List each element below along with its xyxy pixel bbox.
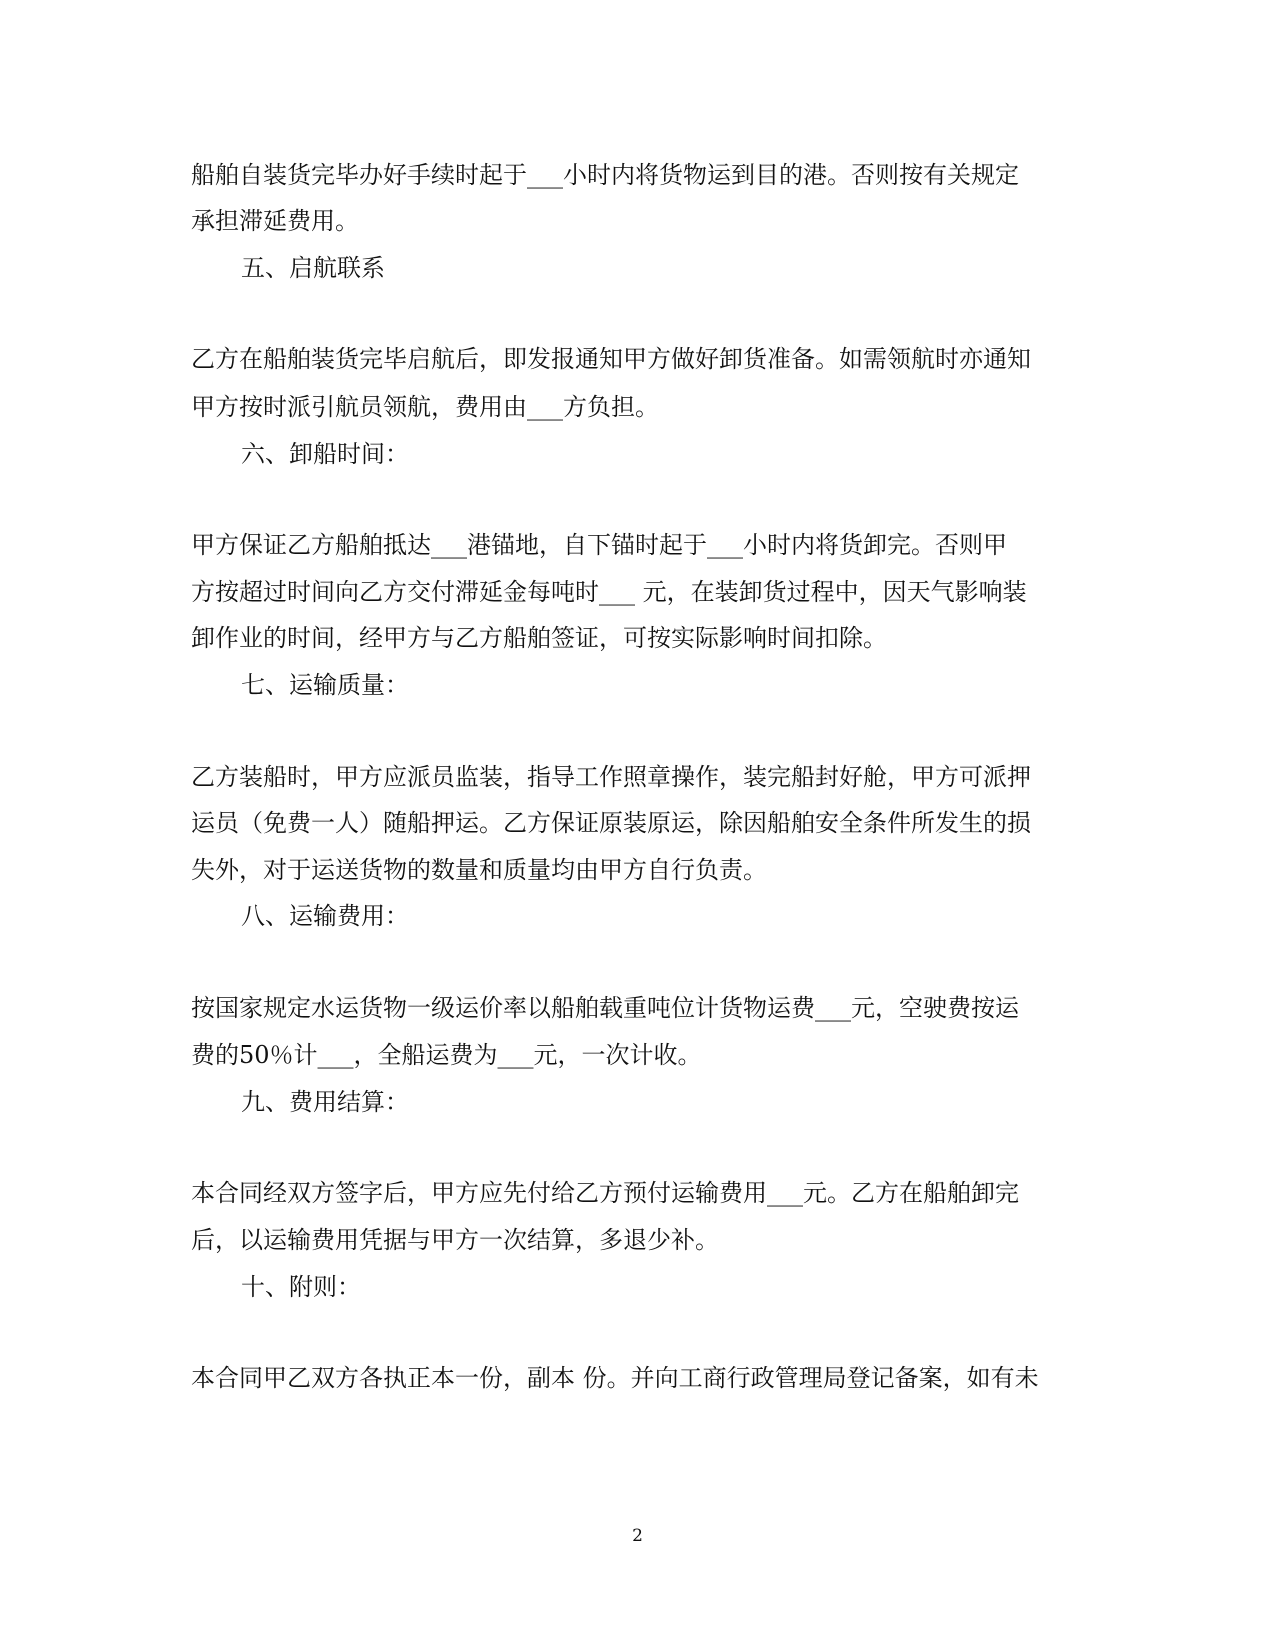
paragraph-line: 本合同经双方签字后，甲方应先付给乙方预付运输费用___元。乙方在船舶卸完: [191, 1179, 1019, 1207]
section-heading: 八、运输费用：: [241, 902, 409, 930]
paragraph-line: 费的50％计___，全船运费为___元，一次计收。: [191, 1041, 702, 1069]
section-heading: 五、启航联系: [241, 254, 385, 282]
paragraph-line: 方按超过时间向乙方交付滞延金每吨时___ 元，在装卸货过程中，因天气影响装: [191, 578, 1027, 606]
section-heading: 七、运输质量：: [241, 671, 409, 699]
section-heading: 十、附则：: [241, 1273, 361, 1301]
paragraph-line: 运员（免费一人）随船押运。乙方保证原装原运，除因船舶安全条件所发生的损: [191, 809, 1031, 837]
paragraph-line: 乙方在船舶装货完毕启航后，即发报通知甲方做好卸货准备。如需领航时亦通知: [191, 345, 1031, 373]
paragraph-line: 甲方按时派引航员领航，费用由___方负担。: [191, 393, 659, 421]
section-heading: 九、费用结算：: [241, 1088, 409, 1116]
paragraph-line: 后，以运输费用凭据与甲方一次结算，多退少补。: [191, 1226, 719, 1254]
paragraph-line: 卸作业的时间，经甲方与乙方船舶签证，可按实际影响时间扣除。: [191, 624, 887, 652]
paragraph-line: 失外，对于运送货物的数量和质量均由甲方自行负责。: [191, 856, 767, 884]
paragraph-line: 船舶自装货完毕办好手续时起于___小时内将货物运到目的港。否则按有关规定: [191, 161, 1019, 189]
page-number: 2: [632, 1526, 643, 1546]
paragraph-line: 乙方装船时，甲方应派员监装，指导工作照章操作，装完船封好舱，甲方可派押: [191, 763, 1031, 791]
paragraph-line: 甲方保证乙方船舶抵达___港锚地，自下锚时起于___小时内将货卸完。否则甲: [191, 531, 1007, 559]
section-heading: 六、卸船时间：: [241, 440, 409, 468]
paragraph-line: 承担滞延费用。: [191, 207, 359, 235]
paragraph-line: 按国家规定水运货物一级运价率以船舶载重吨位计货物运费___元，空驶费按运: [191, 994, 1019, 1022]
paragraph-line: 本合同甲乙双方各执正本一份，副本 份。并向工商行政管理局登记备案，如有未: [191, 1364, 1039, 1392]
